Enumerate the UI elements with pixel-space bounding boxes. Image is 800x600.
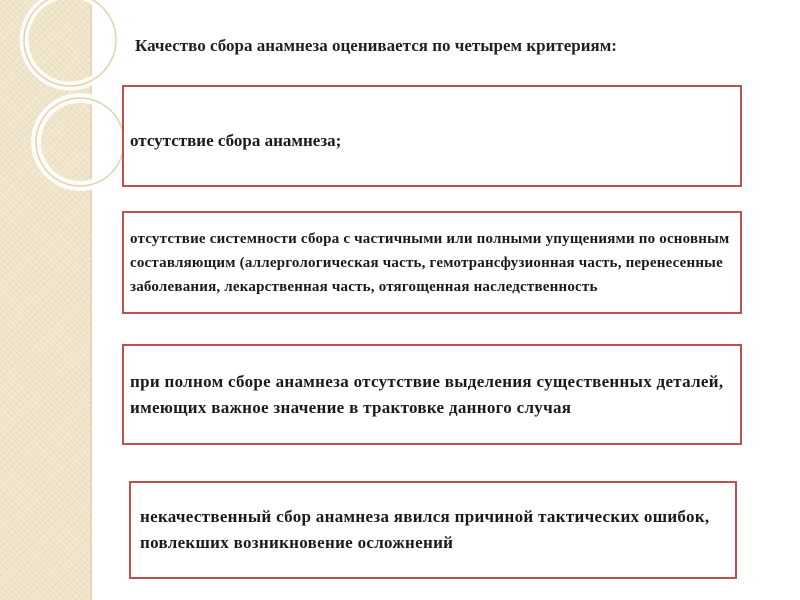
criterion-box-3: при полном сборе анамнеза отсутствие выделения существенных деталей, имеющих важное значение в трактовке данного случая bbox=[122, 344, 742, 445]
criterion-box-4: некачественный сбор анамнеза явился причиной тактических ошибок, повлекших возникновение осложнений bbox=[129, 481, 737, 579]
criterion-box-2: отсутствие системности сбора с частичными или полными упущениями по основным составляющим (аллергологическая часть, гемотрансфузионная часть, перенесенные заболевания, лекарственная часть, отягощенная наследственность bbox=[122, 211, 742, 314]
decorative-rings bbox=[0, 0, 130, 210]
slide-title: Качество сбора анамнеза оценивается по четырем критериям: bbox=[135, 36, 617, 55]
criterion-box-1: отсутствие сбора анамнеза; bbox=[122, 85, 742, 187]
